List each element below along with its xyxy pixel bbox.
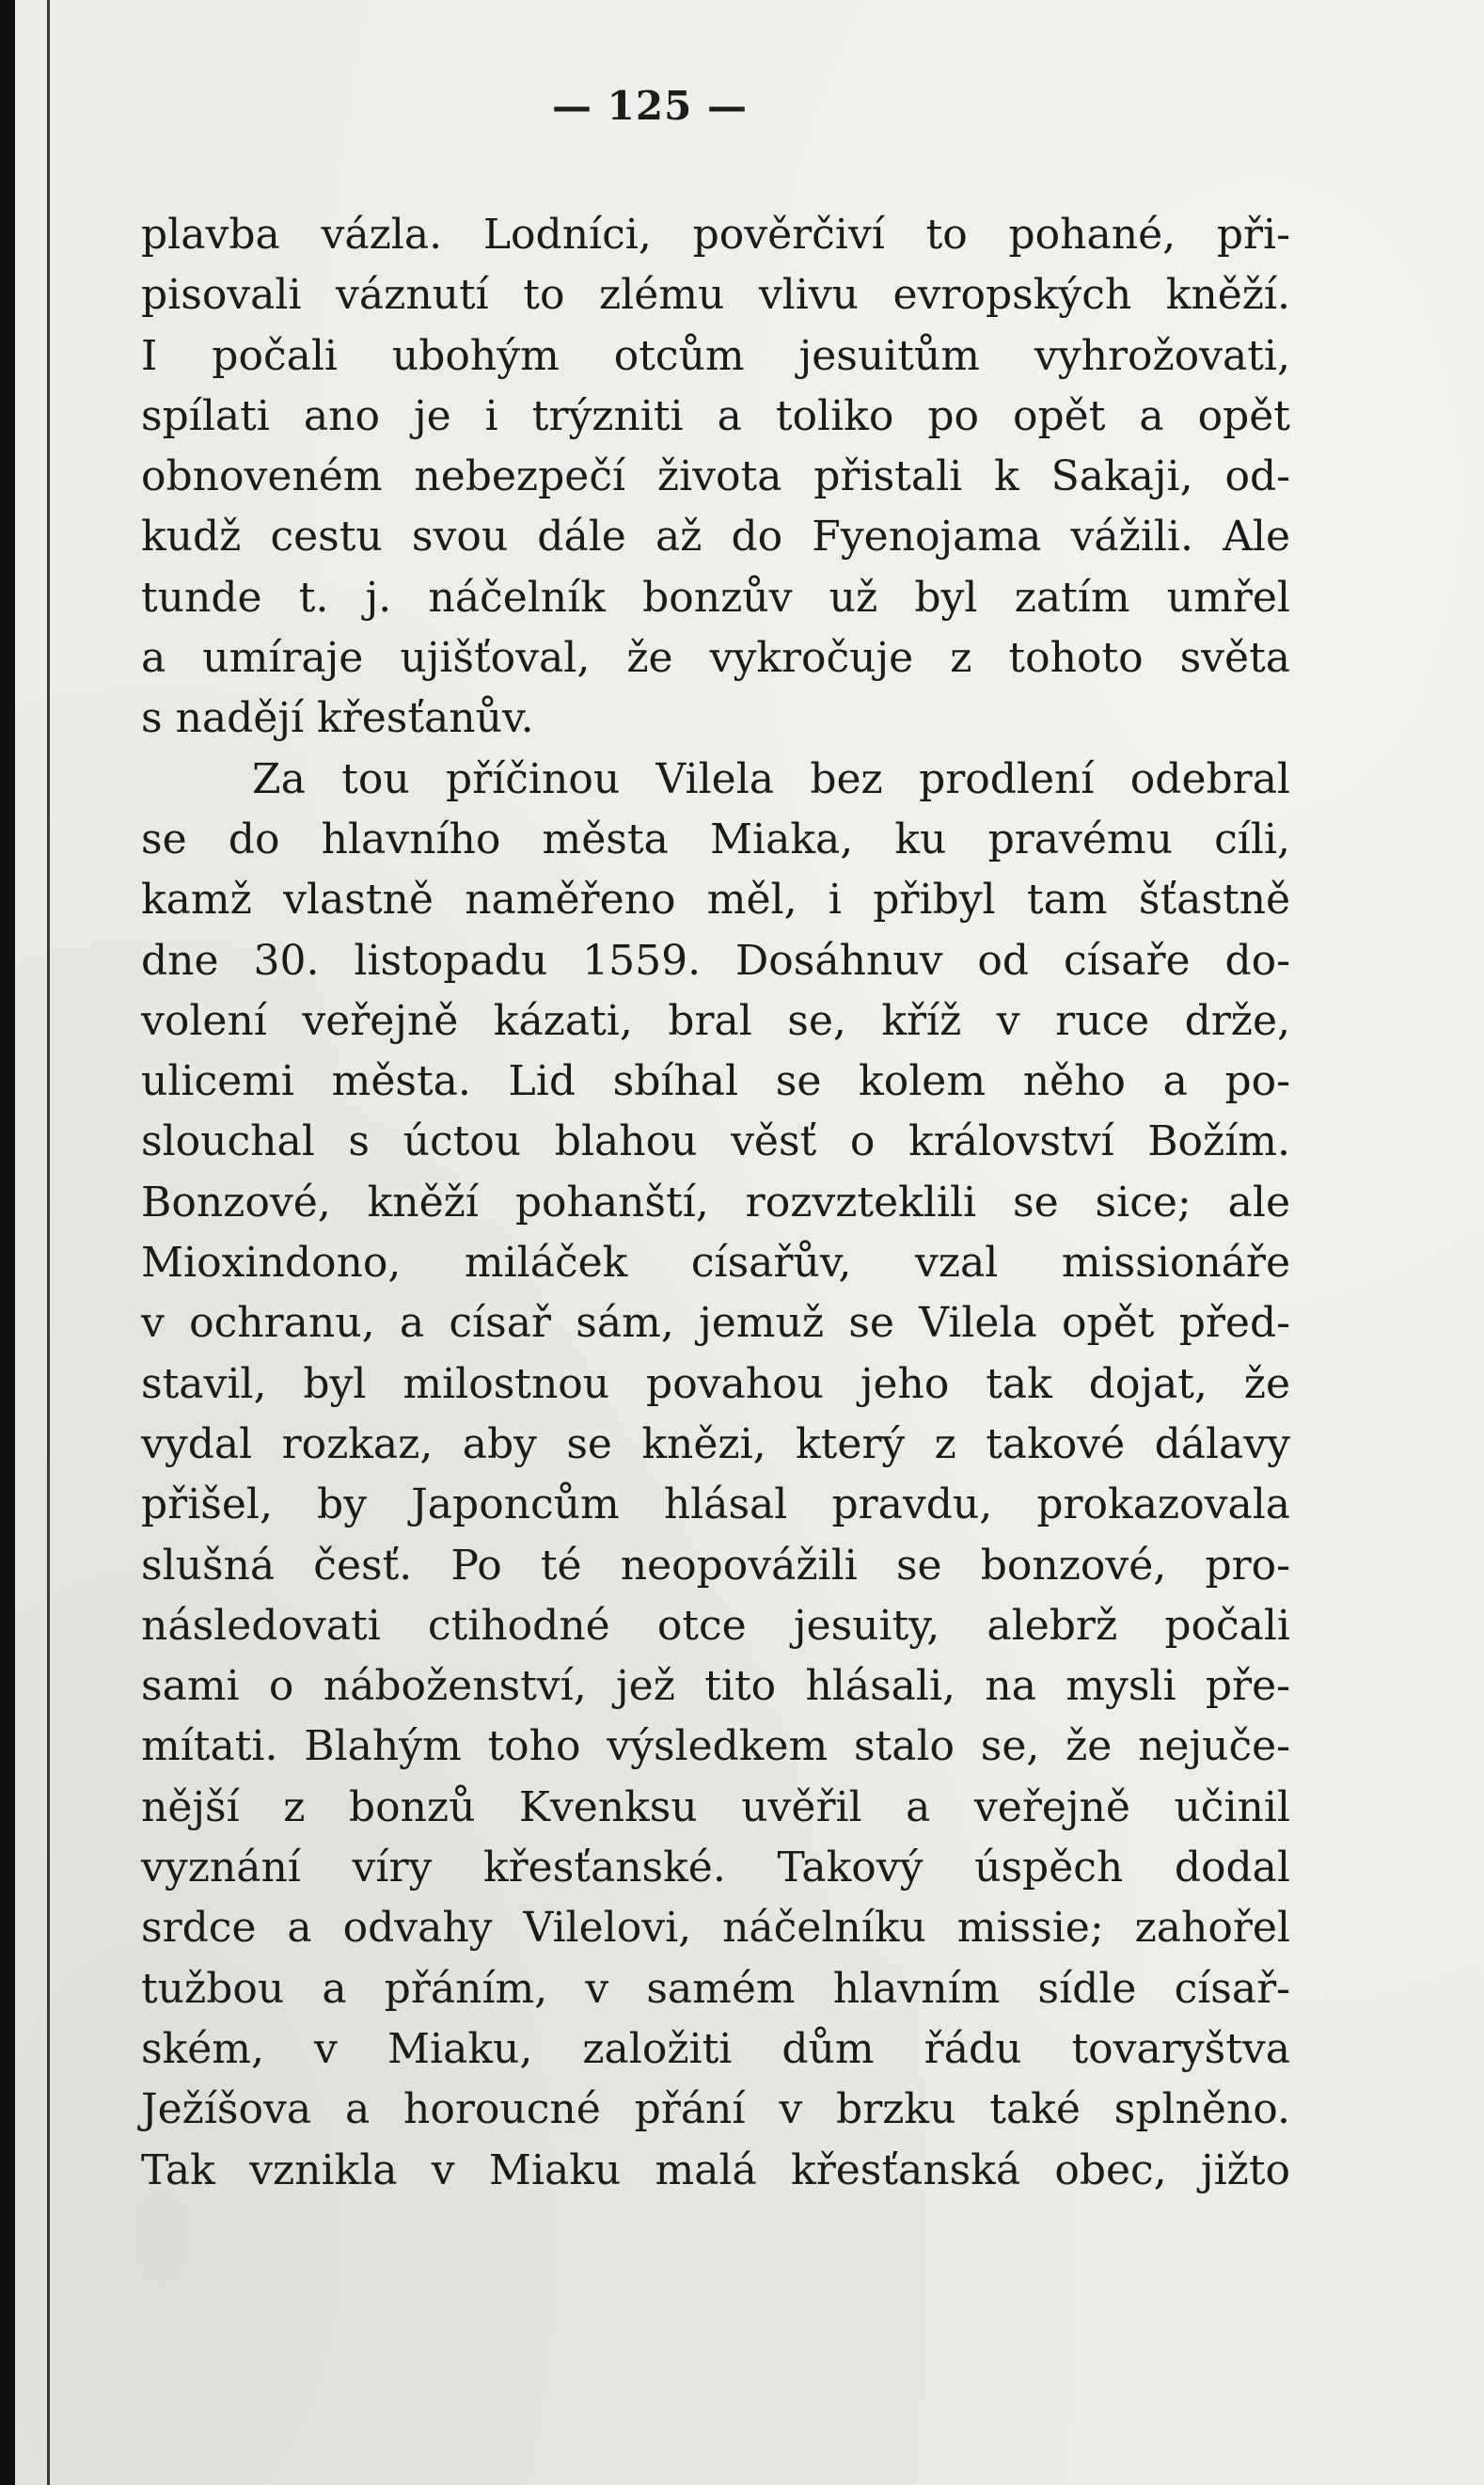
- text-line: přišel, by Japoncům hlásal pravdu, prokazovala: [141, 1480, 1290, 1529]
- text-line: plavba vázla. Lodníci, pověrčiví to pohané, při-: [141, 211, 1290, 259]
- text-line: nější z bonzů Kvenksu uvěřil a veřejně učinil: [141, 1782, 1290, 1831]
- text-line: kudž cestu svou dále až do Fyenojama vážili. Ale: [141, 513, 1290, 562]
- page-number: — 125 —: [552, 83, 748, 129]
- text-line: stavil, byl milostnou povahou jeho tak dojat, že: [141, 1359, 1290, 1408]
- text-line: Bonzové, kněží pohanští, rozvzteklili se sice; ale: [141, 1178, 1290, 1227]
- text-line: dne 30. listopadu 1559. Dosáhnuv od císaře do-: [141, 936, 1290, 985]
- text-line: se do hlavního města Miaka, ku pravému cíli,: [141, 815, 1290, 863]
- page-edge-shadow: [47, 0, 50, 2485]
- book-page: [15, 0, 1484, 2485]
- body-text: [141, 205, 1290, 2201]
- text-line: slouchal s úctou blahou věsť o království Božím.: [141, 1117, 1290, 1166]
- text-line: a umíraje ujišťoval, že vykročuje z tohoto světa: [141, 634, 1290, 683]
- text-line: obnoveném nebezpečí života přistali k Sakaji, od-: [141, 452, 1290, 501]
- text-line: v ochranu, a císař sám, jemuž se Vilela opět před-: [141, 1299, 1290, 1348]
- text-line: srdce a odvahy Vilelovi, náčelníku missie; zahořel: [141, 1904, 1290, 1953]
- text-line: spílati ano je i trýzniti a toliko po opět a opět: [141, 391, 1290, 440]
- text-line: Mioxindono, miláček císařův, vzal missionáře: [141, 1239, 1290, 1288]
- text-line: I počali ubohým otcům jesuitům vyhrožovati,: [141, 331, 1290, 380]
- text-line: vydal rozkaz, aby se knězi, který z takové dálavy: [141, 1419, 1290, 1468]
- text-line: následovati ctihodné otce jesuity, alebrž počali: [141, 1601, 1290, 1650]
- text-line: tužbou a přáním, v samém hlavním sídle císař-: [141, 1964, 1290, 2013]
- text-line: ském, v Miaku, založiti dům řádu tovaryštva: [141, 2024, 1290, 2073]
- text-line: vyznání víry křesťanské. Takový úspěch dodal: [141, 1844, 1290, 1892]
- paragraph-start-line: Za tou příčinou Vilela bez prodlení odebral: [252, 754, 1290, 803]
- text-line: ulicemi města. Lid sbíhal se kolem něho a po-: [141, 1057, 1290, 1106]
- text-line: pisovali váznutí to zlému vlivu evropských kněží.: [141, 271, 1290, 320]
- text-line: Ježíšova a horoucné přání v brzku také splněno.: [141, 2085, 1290, 2134]
- text-line: s nadějí křesťanův.: [141, 694, 534, 743]
- text-line: kamž vlastně naměřeno měl, i přibyl tam šťastně: [141, 876, 1290, 925]
- text-line: sami o náboženství, jež tito hlásali, na mysli pře-: [141, 1662, 1290, 1711]
- text-line: volení veřejně kázati, bral se, kříž v ruce drže,: [141, 996, 1290, 1045]
- text-line: Tak vznikla v Miaku malá křesťanská obec, jižto: [141, 2145, 1290, 2194]
- text-line: mítati. Blahým toho výsledkem stalo se, že nejuče-: [141, 1722, 1290, 1771]
- text-line: tunde t. j. náčelník bonzův už byl zatím umřel: [141, 573, 1290, 622]
- text-line: slušná česť. Po té neopovážili se bonzové, pro-: [141, 1541, 1290, 1590]
